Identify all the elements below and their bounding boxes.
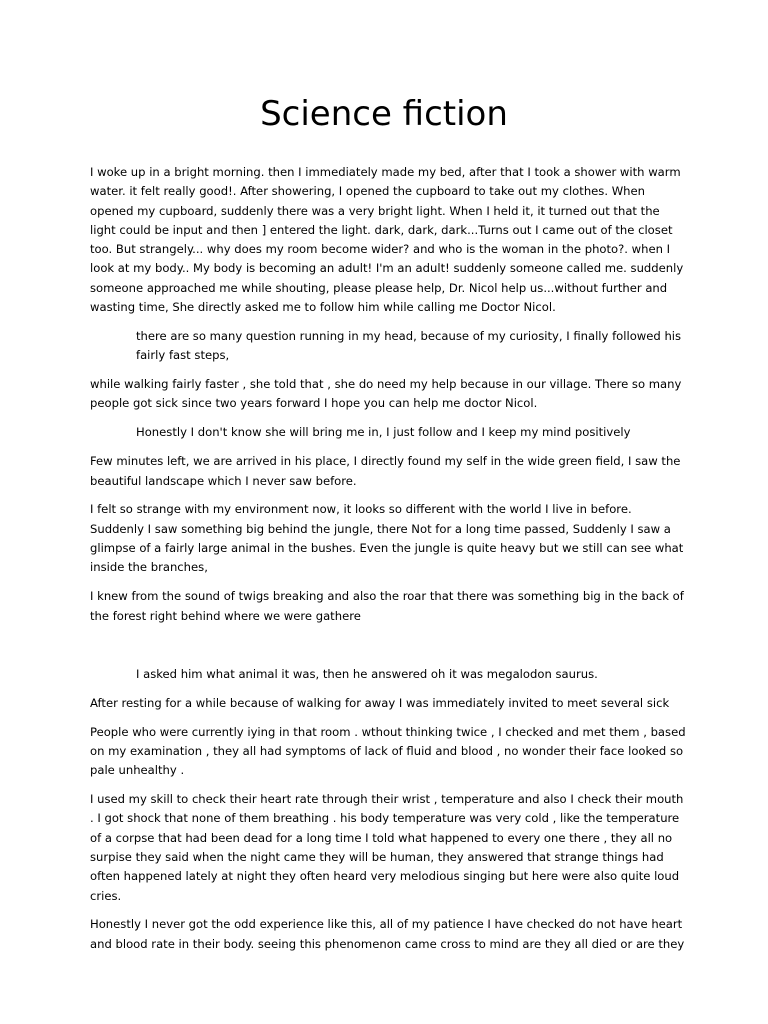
paragraph-6: I felt so strange with my environment now, it looks so different with the world I live in before. Suddenly I saw something big behind the jungle, there Not for a long time passed, Suddenly I saw a glimpse of a fairly large animal in the bushes. Even the jungle is quite heavy but we still can see what inside the branches, bbox=[90, 502, 684, 575]
paragraph-9: After resting for a while because of walking for away I was immediately invited to meet several sick bbox=[90, 695, 670, 710]
paragraph-2: there are so many question running in my head, because of my curiosity, I finally followed his fairly fast steps, bbox=[136, 328, 682, 363]
paragraph-11: I used my skill to check their heart rate through their wrist , temperature and also I check their mouth . I got shock that none of them breathing . his body temperature was very cold , like the temperature of a corpse that had been dead for a long time I told what happened to every one there , they all no surpise they said when the night came they will be human, they answered that strange things had often happened lately at night they often heard very melodious singing but here were also quite loud cries. bbox=[90, 792, 684, 903]
paragraph-12: Honestly I never got the odd experience like this, all of my patience I have checked do not have heart and blood rate in their body. seeing this phenomenon came cross to mind are they all died or are they bbox=[90, 917, 685, 951]
paragraph-8: I asked him what animal it was, then he answered oh it was megalodon saurus. bbox=[136, 666, 598, 681]
document-body bbox=[90, 163, 686, 964]
page-title: Science fiction bbox=[260, 94, 508, 134]
paragraph-7: I knew from the sound of twigs breaking and also the roar that there was something big in the back of the forest right behind where we were gathere bbox=[90, 589, 684, 623]
paragraph-5: Few minutes left, we are arrived in his place, I directly found my self in the wide green field, I saw the beautiful landscape which I never saw before. bbox=[90, 454, 681, 488]
paragraph-1: I woke up in a bright morning. then I immediately made my bed, after that I took a shower with warm water. it felt really good!. After showering, I opened the cupboard to take out my clothes. When opened my cupboard, suddenly there was a very bright light. When I held it, it turned out that the light could be input and then ] entered the light. dark, dark, dark...Turns out I came out of the closet too. But strangely... why does my room become wider? and who is the woman in the photo?. when I look at my body.. My body is becoming an adult! I'm an adult! suddenly someone called me. suddenly someone approached me while shouting, please please help, Dr. Nicol help us...without further and wasting time, She directly asked me to follow him while calling me Doctor Nicol. bbox=[90, 165, 684, 315]
paragraph-4: Honestly I don't know she will bring me in, I just follow and I keep my mind positively bbox=[136, 425, 631, 440]
paragraph-3: while walking fairly faster , she told that , she do need my help because in our village. There so many people got sick since two years forward I hope you can help me doctor Nicol. bbox=[90, 377, 682, 411]
paragraph-10: People who were currently iying in that room . wthout thinking twice , I checked and met them , based on my examination , they all had symptoms of lack of fluid and blood , no wonder their face looked so pale unhealthy . bbox=[90, 724, 686, 778]
